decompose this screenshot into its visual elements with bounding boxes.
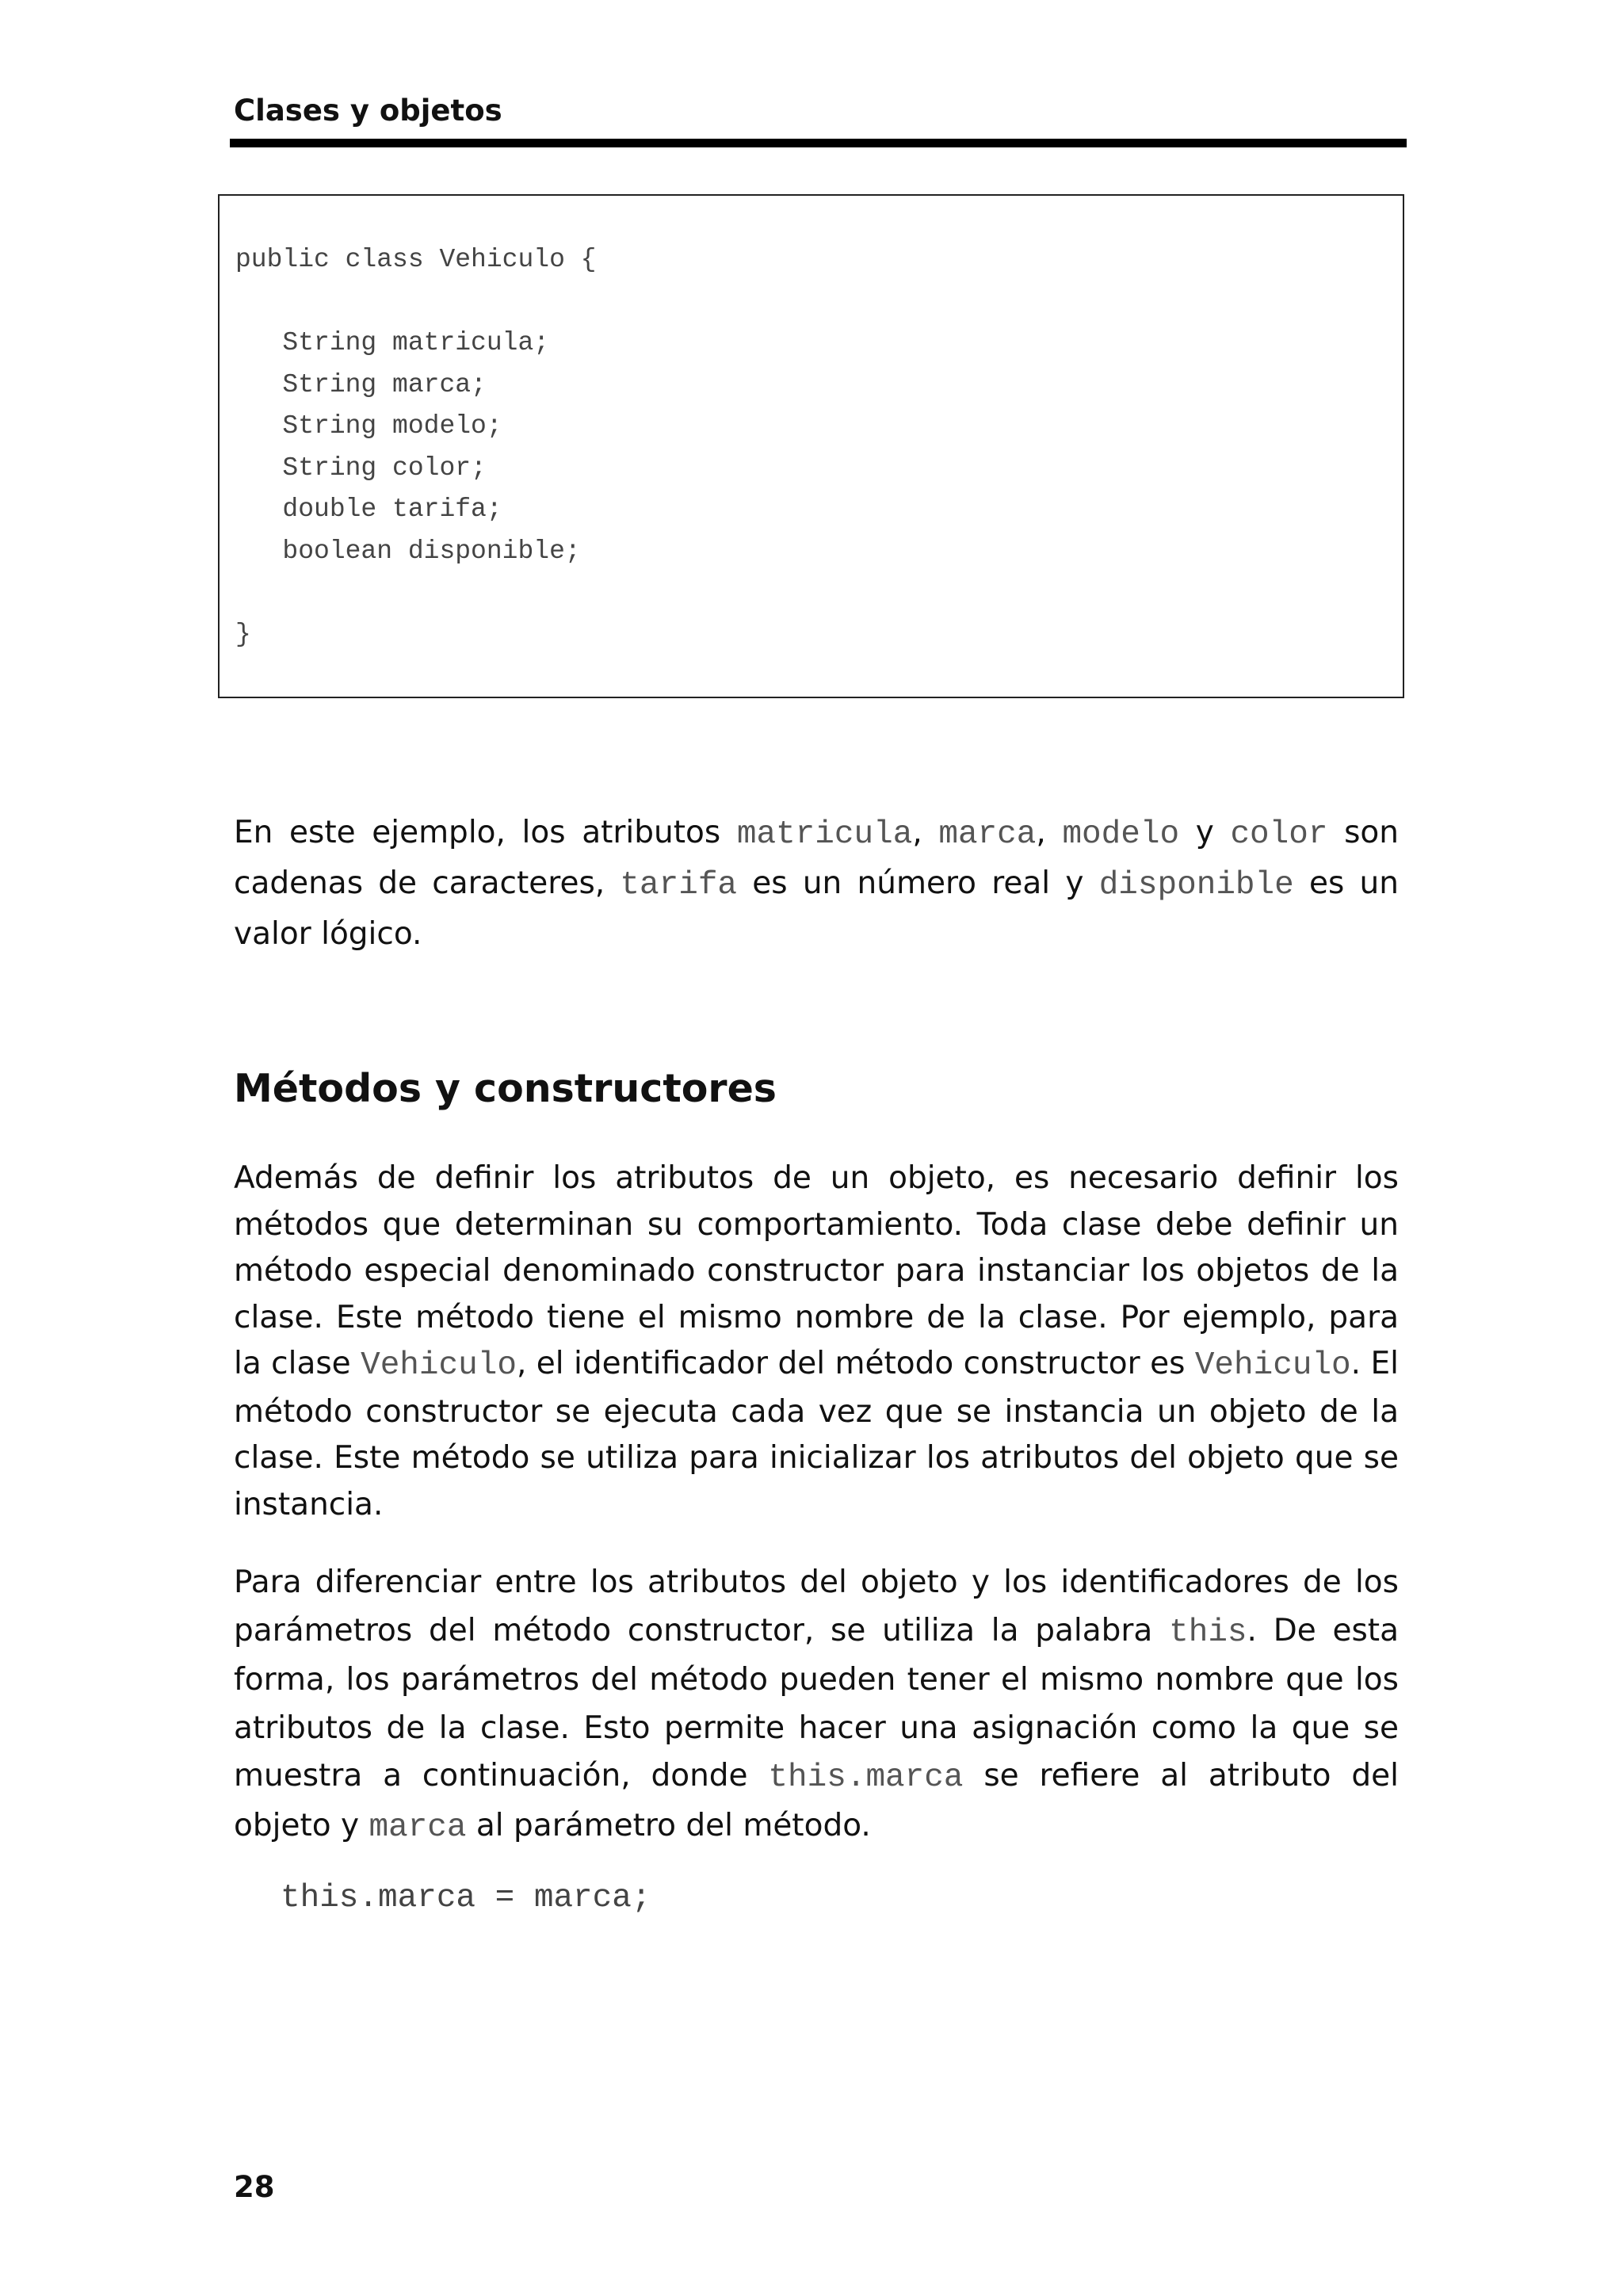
paragraph-this-description: Para diferenciar entre los atributos del objeto y los identificadores de los parámetros del método constructor, se utiliza la palabra this. De esta forma, los parámetros del método pueden tener el mismo nombre que los atributos de la clase. Esto permite hacer una asignación como la que se muestra a continuación, donde this.marca se refiere al atributo del objeto y marca al parámetro del método. <box>234 1564 1399 1846</box>
example-code-line: this.marca = marca; <box>281 1880 651 1916</box>
inline-code: modelo <box>1062 816 1180 853</box>
paragraph-constructor-description: Además de definir los atributos de un objeto, es necesario definir los métodos que determinan su comportamiento. Toda clase debe definir un método especial denominado constructor para instanciar los objetos de la clase. Este método tiene el mismo nombre de la clase. Por ejemplo, para la clase Vehiculo, el identificador del método constructor es Vehiculo. El método constructor se ejecuta cada vez que se instancia un objeto de la clase. Este método se utiliza para inicializar los atributos del objeto que se instancia. <box>234 1160 1399 1522</box>
inline-code: this.marca <box>768 1759 964 1796</box>
code-listing: public class Vehiculo { String matricula; String marca; String modelo; String color; double tarifa; boolean disponible; } <box>235 245 597 649</box>
inline-code: this <box>1169 1614 1247 1651</box>
running-header: Clases y objetos <box>234 94 502 128</box>
inline-code: Vehiculo <box>361 1347 517 1384</box>
section-heading: Métodos y constructores <box>234 1066 777 1111</box>
code-listing-box <box>218 194 1404 698</box>
page-number: 28 <box>234 2170 275 2204</box>
inline-code: tarifa <box>620 867 738 904</box>
inline-code: Vehiculo <box>1194 1347 1351 1384</box>
inline-code: disponible <box>1098 867 1294 904</box>
header-rule <box>230 139 1407 147</box>
inline-code: matricula <box>736 816 913 853</box>
paragraph-attributes-description: En este ejemplo, los atributos matricula, marca, modelo y color son cadenas de caracteres, tarifa es un número real y disponible es un valor lógico. <box>234 815 1400 952</box>
inline-code: color <box>1230 816 1328 853</box>
inline-code: marca <box>938 816 1037 853</box>
inline-code: marca <box>369 1809 467 1846</box>
